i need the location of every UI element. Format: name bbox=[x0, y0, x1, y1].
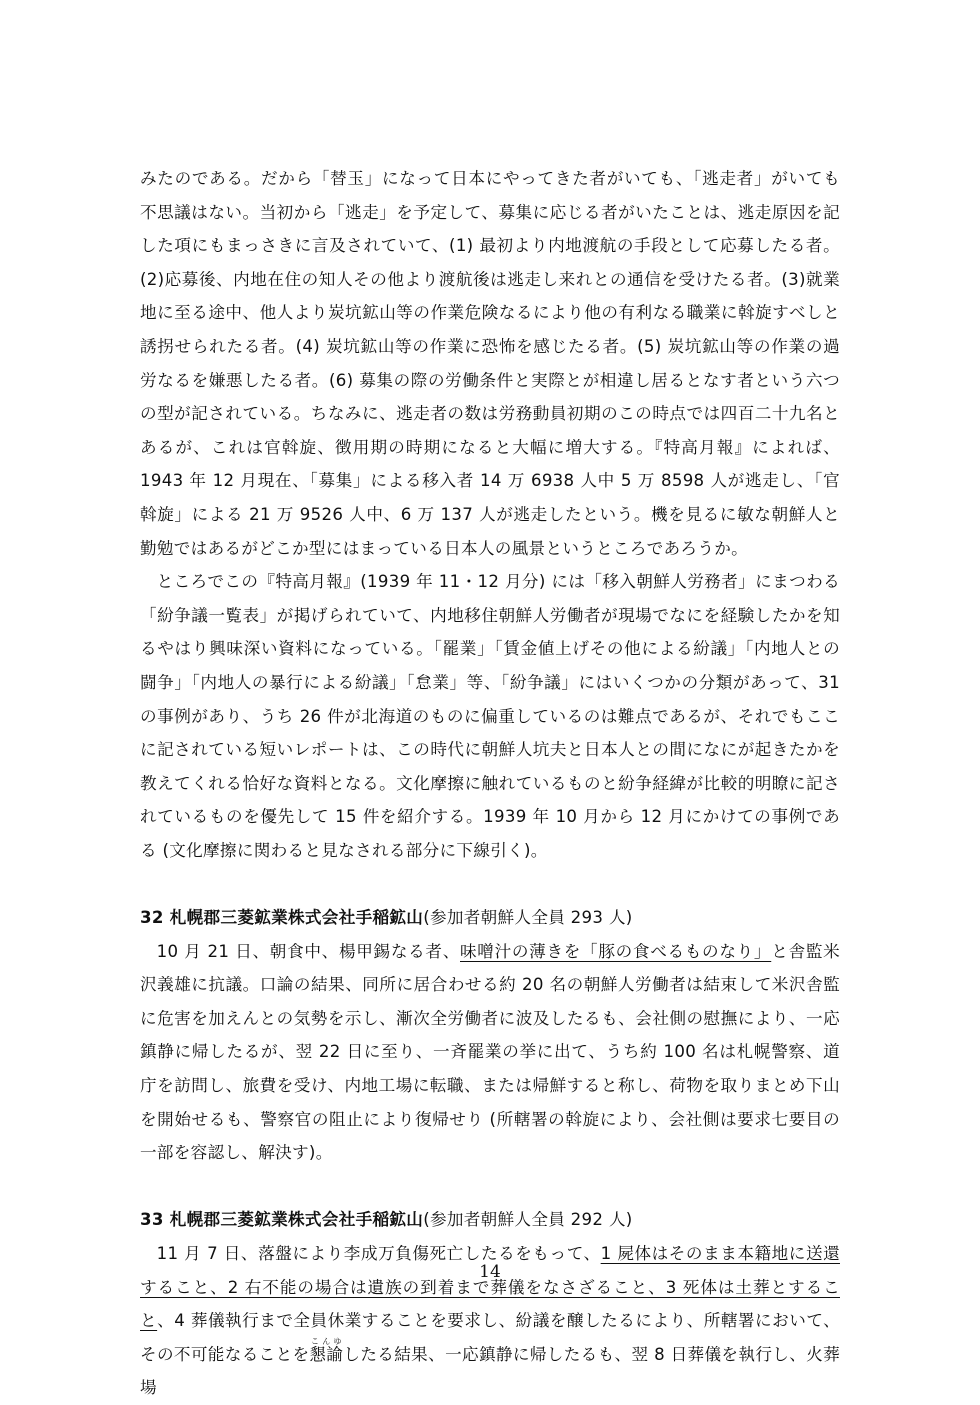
case-32-heading bbox=[140, 901, 840, 935]
case-33-text-b: 、4 葬儀執行まで全員休業することを要求し、紛議を醸したるにより、所轄署において、その不可能なることを bbox=[140, 1311, 840, 1364]
case-32-title: 32 札幌郡三菱鉱業株式会社手稲鉱山 bbox=[140, 908, 424, 928]
spacer bbox=[140, 867, 840, 901]
case-33-heading bbox=[140, 1203, 840, 1237]
case-33-text-a: 11 月 7 日、落盤により李成万負傷死亡したるをもって、 bbox=[156, 1244, 601, 1263]
spacer bbox=[140, 1170, 840, 1204]
page-number: 14 bbox=[479, 1262, 501, 1282]
case-32-underlined: 味噌汁の薄きを「豚の食べるものなり」 bbox=[460, 941, 772, 961]
case-32-text-a: 10 月 21 日、朝食中、楊甲錫なる者、 bbox=[156, 941, 460, 961]
paragraph-escape-causes: みたのである。だから「替玉」になって日本にやってきた者がいても、「逃走者」がいても不思議はない。当初から「逃走」を予定して、募集に応じる者がいたことは、逃走原因を記した項にもまっさきに言及されていて、(1) 最初より内地渡航の手段として応募したる者。(2)応募後、内地在住の知人その他より渡航後は逃走し来れとの通信を受けたる者。(3)就業地に至る途中、他人より炭坑鉱山等の作業危険なるにより他の有利なる職業に斡旋すべしと誘拐せられたる者。(4) 炭坑鉱山等の作業に恐怖を感じたる者。(5) 炭坑鉱山等の作業の過労なるを嫌悪したる者。(6) 募集の際の労働条件と実際とが相違し居るとなす者という六つの型が記されている。ちなみに、逃走者の数は労務動員初期のこの時点では四百二十九名とあるが、これは官斡旋、徴用期の時期になると大幅に増大する。『特高月報』によれば、1943 年 12 月現在、「募集」による移入者 14 万 6938 人中 5 万 8598 人が逃走し、「官斡旋」による 21 万 9526 人中、6 万 137 人が逃走したという。機を見るに敏な朝鮮人と勤勉ではあるがどこか型にはまっている日本人の風景というところであろうか。 bbox=[140, 169, 840, 558]
case-33-participants: (参加者朝鮮人全員 292 人) bbox=[423, 1210, 633, 1230]
case-32-participants: (参加者朝鮮人全員 293 人) bbox=[423, 908, 633, 928]
paragraph-dispute-list: ところでこの『特高月報』(1939 年 11・12 月分) には「移入朝鮮人労務者」にまつわる「紛争議一覧表」が掲げられていて、内地移住朝鮮人労働者が現場でなにを経験したかを知るやはり興味深い資料になっている。「罷業」「賃金値上げその他による紛議」「内地人との闘争」「内地人の暴行による紛議」「怠業」等、「紛争議」にはいくつかの分類があって、31 の事例があり、うち 26 件が北海道のものに偏重しているのは難点であるが、それでもここに記されている短いレポートは、この時代に朝鮮人坑夫と日本人との間になにが起きたかを教えてくれる恰好な資料となる。文化摩擦に触れているものと紛争経緯が比較的明瞭に記されているものを優先して 15 件を紹介する。1939 年 10 月から 12 月にかけての事例である (文化摩擦に関わると見なされる部分に下線引く)。 bbox=[140, 572, 840, 860]
case-33-text-c: したる結果、一応鎮静に帰したるも、翌 8 日葬儀を執行し、火葬場 bbox=[140, 1344, 841, 1398]
ruby-reading: こんゆ bbox=[309, 1336, 344, 1346]
case-33-underlined: 1 屍体はそのまま本籍地に送還すること、2 右不能の場合は遺族の到着まで葬儀をなさざること、3 死体は土葬とすること bbox=[140, 1244, 840, 1331]
document-body bbox=[140, 162, 840, 1405]
case-32-body bbox=[140, 935, 840, 1170]
case-33-title: 33 札幌郡三菱鉱業株式会社手稲鉱山 bbox=[140, 1210, 424, 1230]
case-33-ruby-word bbox=[309, 1336, 344, 1364]
case-32-text-b: と舎監米沢義雄に抗議。口論の結果、同所に居合わせる約 20 名の朝鮮人労働者は結束して米沢舎監に危害を加えんとの気勢を示し、漸次全労働者に波及したるも、会社側の慰撫により、一応鎮静に帰したるが、翌 22 日に至り、一斉罷業の挙に出て、うち約 100 名は札幌警察、道庁を訪問し、旅費を受け、内地工場に転職、または帰鮮すると称し、荷物を取りまとめ下山を開始せるも、警察官の阻止により復帰せり (所轄署の斡旋により、会社側は要求七要目の一部を容認し、解決す)。 bbox=[140, 941, 840, 1163]
ruby-base: 懇諭 bbox=[309, 1344, 344, 1364]
